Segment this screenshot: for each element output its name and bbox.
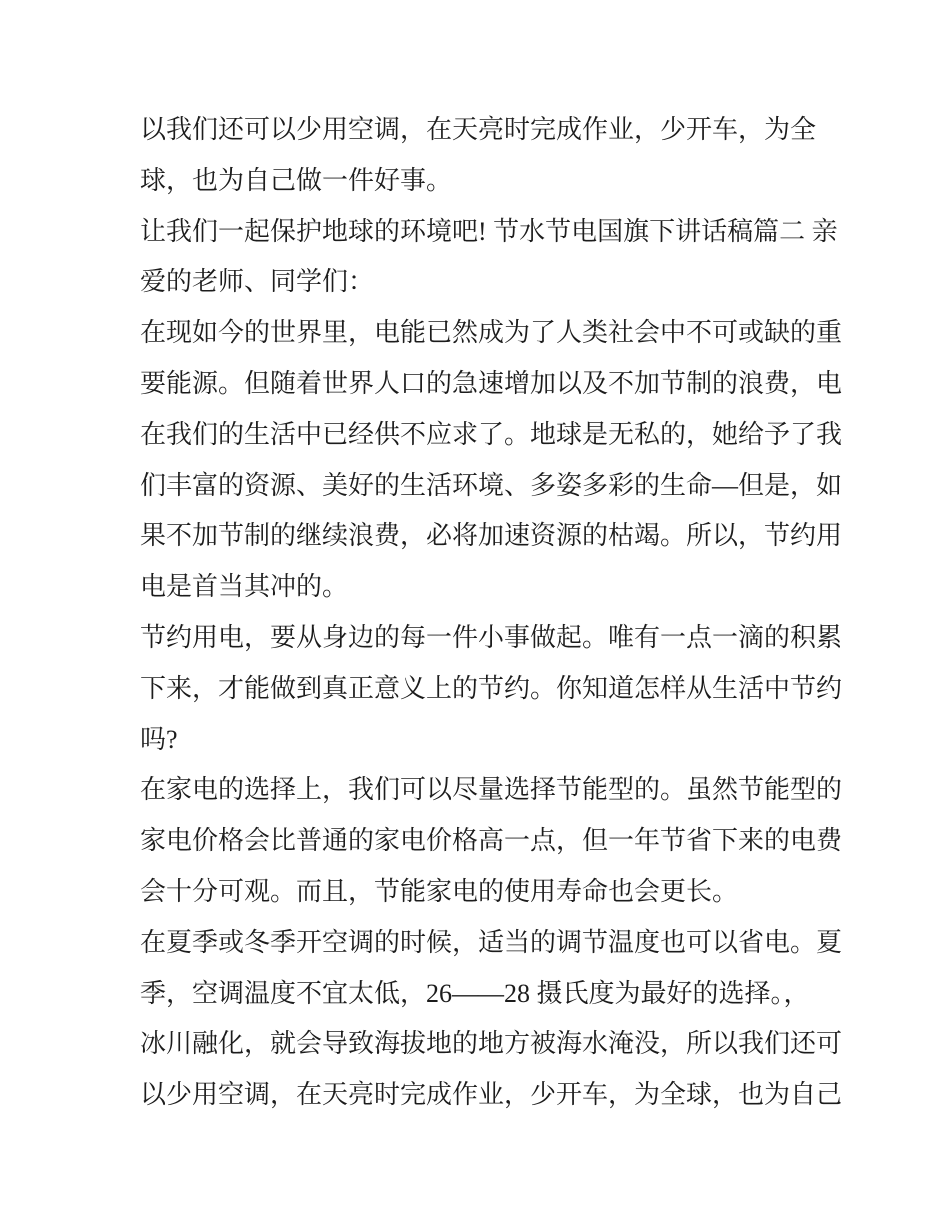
document-text [140, 105, 850, 1121]
text-line: 吗? [140, 724, 178, 754]
text-line: 爱的老师、同学们： [140, 267, 375, 297]
text-line: 球，也为自己做一件好事。 [140, 165, 453, 195]
text-line: 家电价格会比普通的家电价格高一点，但一年节省下来的电费 [140, 826, 843, 856]
text-line: 在现如今的世界里，电能已然成为了人类社会中不可或缺的重 [140, 318, 843, 348]
text-line: 们丰富的资源、美好的生活环境、多姿多彩的生命—但是，如 [140, 470, 843, 500]
text-line: 以少用空调，在天亮时完成作业，少开车，为全球，也为自己 [140, 1080, 843, 1110]
text-line: 节约用电，要从身边的每一件小事做起。唯有一点一滴的积累 [140, 622, 843, 652]
text-line: 在夏季或冬季开空调的时候，适当的调节温度也可以省电。夏 [140, 927, 843, 957]
text-line: 要能源。但随着世界人口的急速增加以及不加节制的浪费，电 [140, 368, 843, 398]
text-line: 在家电的选择上，我们可以尽量选择节能型的。虽然节能型的 [140, 775, 843, 805]
text-line: 冰川融化，就会导致海拔地的地方被海水淹没，所以我们还可 [140, 1029, 843, 1059]
text-line: 在我们的生活中已经供不应求了。地球是无私的，她给予了我 [140, 419, 843, 449]
text-line: 下来，才能做到真正意义上的节约。你知道怎样从生活中节约 [140, 673, 843, 703]
text-line: 让我们一起保护地球的环境吧! 节水节电国旗下讲话稿篇二 亲 [140, 216, 838, 246]
text-line: 季，空调温度不宜太低，26——28 摄氏度为最好的选择。， [140, 978, 810, 1008]
text-line: 电是首当其冲的。 [140, 572, 349, 602]
text-line: 会十分可观。而且，节能家电的使用寿命也会更长。 [140, 876, 739, 906]
text-line: 果不加节制的继续浪费，必将加速资源的枯竭。所以，节约用 [140, 521, 843, 551]
text-line: 以我们还可以少用空调，在天亮时完成作业，少开车，为全 [140, 115, 817, 144]
